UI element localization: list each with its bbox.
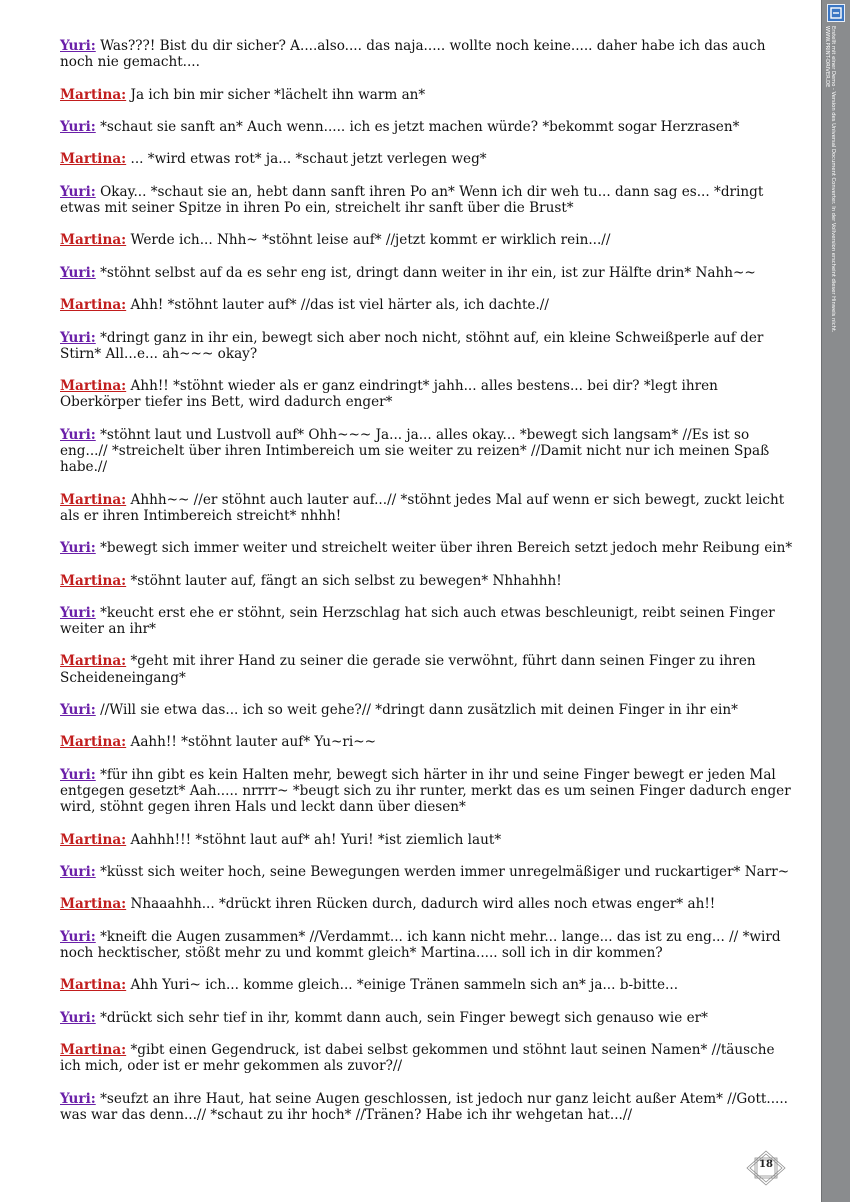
dialogue-line: [60, 492, 798, 524]
dialogue-text: Nhaaahhh... *drückt ihren Rücken durch, dadurch wird alles noch etwas enger* ah!!: [130, 896, 716, 913]
speaker-martina: Martina:: [60, 896, 127, 913]
speaker-yuri: Yuri:: [60, 928, 96, 945]
dialogue-text: Aahh!! *stöhnt lauter auf* Yu~ri~~: [130, 734, 376, 751]
dialogue-text: Was???! Bist du dir sicher? A....also.... das naja..... wollte noch keine..... daher habe ich das auch noch nie gemacht....: [60, 38, 766, 71]
speaker-yuri: Yuri:: [60, 1090, 96, 1107]
speaker-martina: Martina:: [60, 572, 127, 589]
dialogue-line: [60, 87, 798, 103]
speaker-yuri: Yuri:: [60, 1009, 96, 1026]
dialogue-line: [60, 38, 798, 70]
dialogue-line: [60, 734, 798, 750]
dialogue-text: *geht mit ihrer Hand zu seiner die gerade sie verwöhnt, führt dann seinen Finger zu ihren Scheideneingang*: [60, 653, 756, 686]
dialogue-text: Okay... *schaut sie an, hebt dann sanft ihren Po an* Wenn ich dir weh tu... dann sag es... *dringt etwas mit seiner Spitze in ihren Po ein, streichelt ihr sanft über die Brust*: [60, 183, 764, 216]
watermark-line-1: Erstellt mit einer Demo - Version des Universal Document Converter. In der Vollversion erscheint dieser Hinweis nicht.: [830, 26, 836, 333]
dialogue-line: [60, 653, 798, 685]
dialogue-text: *schaut sie sanft an* Auch wenn..... ich es jetzt machen würde? *bekommt sogar Herzrasen*: [100, 118, 740, 135]
dialogue-line: [60, 573, 798, 589]
dialogue-line: [60, 151, 798, 167]
converter-watermark-sidebar: [821, 0, 850, 1202]
dialogue-line: [60, 297, 798, 313]
dialogue-line: [60, 184, 798, 216]
dialogue-text: *für ihn gibt es kein Halten mehr, bewegt sich härter in ihr und seine Finger bewegt er jeden Mal entgegen gesetzt* Aah..... nrrrr~ *beugt sich zu ihr runter, merkt das es um seinen Finger dadurch enger wird, stöhnt gegen ihren Hals und leckt dann über diesen*: [60, 766, 791, 816]
dialogue-text: Ja ich bin mir sicher *lächelt ihn warm an*: [130, 86, 426, 103]
dialogue-text: *bewegt sich immer weiter und streichelt weiter über ihren Bereich setzt jedoch mehr Reibung ein*: [100, 540, 793, 557]
speaker-martina: Martina:: [60, 297, 127, 314]
dialogue-line: [60, 232, 798, 248]
dialogue-line: [60, 896, 798, 912]
speaker-yuri: Yuri:: [60, 702, 96, 719]
dialogue-line: [60, 1042, 798, 1074]
dialogue-text: *seufzt an ihre Haut, hat seine Augen geschlossen, ist jedoch nur ganz leicht außer Atem* //Gott..... was war das denn...// *schaut zu ihr hoch* //Tränen? Habe ich ihr wehgetan hat...//: [60, 1090, 788, 1123]
speaker-martina: Martina:: [60, 378, 127, 395]
speaker-yuri: Yuri:: [60, 604, 96, 621]
printer-logo-icon: [827, 4, 845, 22]
dialogue-text: Ahh! *stöhnt lauter auf* //das ist viel härter als, ich dachte.//: [130, 297, 549, 314]
dialogue-text: *keucht erst ehe er stöhnt, sein Herzschlag hat sich auch etwas beschleunigt, reibt seinen Finger weiter an ihr*: [60, 604, 775, 638]
page-number-badge: [746, 1150, 786, 1186]
dialogue-line: [60, 378, 798, 410]
speaker-martina: Martina:: [60, 151, 127, 168]
dialogue-body: [60, 38, 798, 1139]
speaker-yuri: Yuri:: [60, 118, 96, 135]
dialogue-text: *stöhnt lauter auf, fängt an sich selbst zu bewegen* Nhhahhh!: [130, 572, 562, 589]
speaker-martina: Martina:: [60, 831, 127, 848]
dialogue-line: [60, 1091, 798, 1123]
dialogue-text: Ahhh~~ //er stöhnt auch lauter auf...// *stöhnt jedes Mal auf wenn er sich bewegt, zuckt leicht als er ihren Intimbereich streicht* nhhh!: [60, 491, 785, 524]
dialogue-text: //Will sie etwa das... ich so weit gehe?// *dringt dann zusätzlich mit deinen Finger in ihr ein*: [100, 702, 738, 719]
dialogue-line: [60, 864, 798, 880]
dialogue-line: [60, 605, 798, 637]
dialogue-text: *stöhnt laut und Lustvoll auf* Ohh~~~ Ja... ja... alles okay... *bewegt sich langsam* //Es ist so eng...// *streichelt über ihren Intimbereich um sie weiter zu reizen* //Damit nicht nur ich meinen Spaß habe.//: [60, 426, 770, 476]
speaker-yuri: Yuri:: [60, 864, 96, 881]
speaker-yuri: Yuri:: [60, 766, 96, 783]
dialogue-line: [60, 119, 798, 135]
speaker-martina: Martina:: [60, 1042, 127, 1059]
dialogue-text: *dringt ganz in ihr ein, bewegt sich aber noch nicht, stöhnt auf, ein kleine Schweißperle auf der Stirn* All...e... ah~~~ okay?: [60, 329, 764, 362]
speaker-yuri: Yuri:: [60, 329, 96, 346]
watermark-line-2: WWW.PRINT-DRIVER.DE: [824, 26, 830, 88]
speaker-martina: Martina:: [60, 491, 127, 508]
dialogue-line: [60, 767, 798, 816]
dialogue-line: [60, 702, 798, 718]
dialogue-line: [60, 929, 798, 961]
speaker-martina: Martina:: [60, 977, 127, 994]
dialogue-line: [60, 832, 798, 848]
speaker-yuri: Yuri:: [60, 426, 96, 443]
dialogue-line: [60, 1010, 798, 1026]
watermark-text: [824, 26, 836, 333]
speaker-martina: Martina:: [60, 653, 127, 670]
speaker-martina: Martina:: [60, 86, 127, 103]
speaker-yuri: Yuri:: [60, 183, 96, 200]
speaker-martina: Martina:: [60, 734, 127, 751]
dialogue-line: [60, 330, 798, 362]
page-number: 18: [759, 1159, 773, 1170]
dialogue-text: ... *wird etwas rot* ja... *schaut jetzt verlegen weg*: [130, 151, 487, 168]
dialogue-text: *kneift die Augen zusammen* //Verdammt... ich kann nicht mehr... lange... das ist zu eng... // *wird noch hecktischer, stößt mehr zu und kommt gleich* Martina..... soll ich in dir kommen?: [60, 928, 781, 962]
dialogue-text: *stöhnt selbst auf da es sehr eng ist, dringt dann weiter in ihr ein, ist zur Hälfte drin* Nahh~~: [100, 264, 756, 281]
dialogue-text: *drückt sich sehr tief in ihr, kommt dann auch, sein Finger bewegt sich genauso wie er*: [100, 1009, 708, 1026]
speaker-yuri: Yuri:: [60, 264, 96, 281]
dialogue-text: Werde ich... Nhh~ *stöhnt leise auf* //jetzt kommt er wirklich rein...//: [130, 232, 611, 249]
speaker-yuri: Yuri:: [60, 38, 96, 54]
speaker-yuri: Yuri:: [60, 540, 96, 557]
dialogue-line: [60, 265, 798, 281]
dialogue-line: [60, 540, 798, 556]
speaker-martina: Martina:: [60, 232, 127, 249]
dialogue-line: [60, 427, 798, 476]
dialogue-text: Aahhh!!! *stöhnt laut auf* ah! Yuri! *ist ziemlich laut*: [130, 831, 502, 848]
dialogue-text: Ahh!! *stöhnt wieder als er ganz eindringt* jahh... alles bestens... bei dir? *legt ihren Oberkörper tiefer ins Bett, wird dadurch enger*: [60, 378, 718, 411]
dialogue-text: *küsst sich weiter hoch, seine Bewegungen werden immer unregelmäßiger und ruckartiger* Narr~: [100, 864, 790, 881]
dialogue-text: Ahh Yuri~ ich... komme gleich... *einige Tränen sammeln sich an* ja... b-bitte...: [130, 977, 679, 994]
dialogue-text: *gibt einen Gegendruck, ist dabei selbst gekommen und stöhnt laut seinen Namen* //täusche ich mich, oder ist er mehr gekommen als zuvor?//: [60, 1042, 775, 1075]
dialogue-line: [60, 977, 798, 993]
